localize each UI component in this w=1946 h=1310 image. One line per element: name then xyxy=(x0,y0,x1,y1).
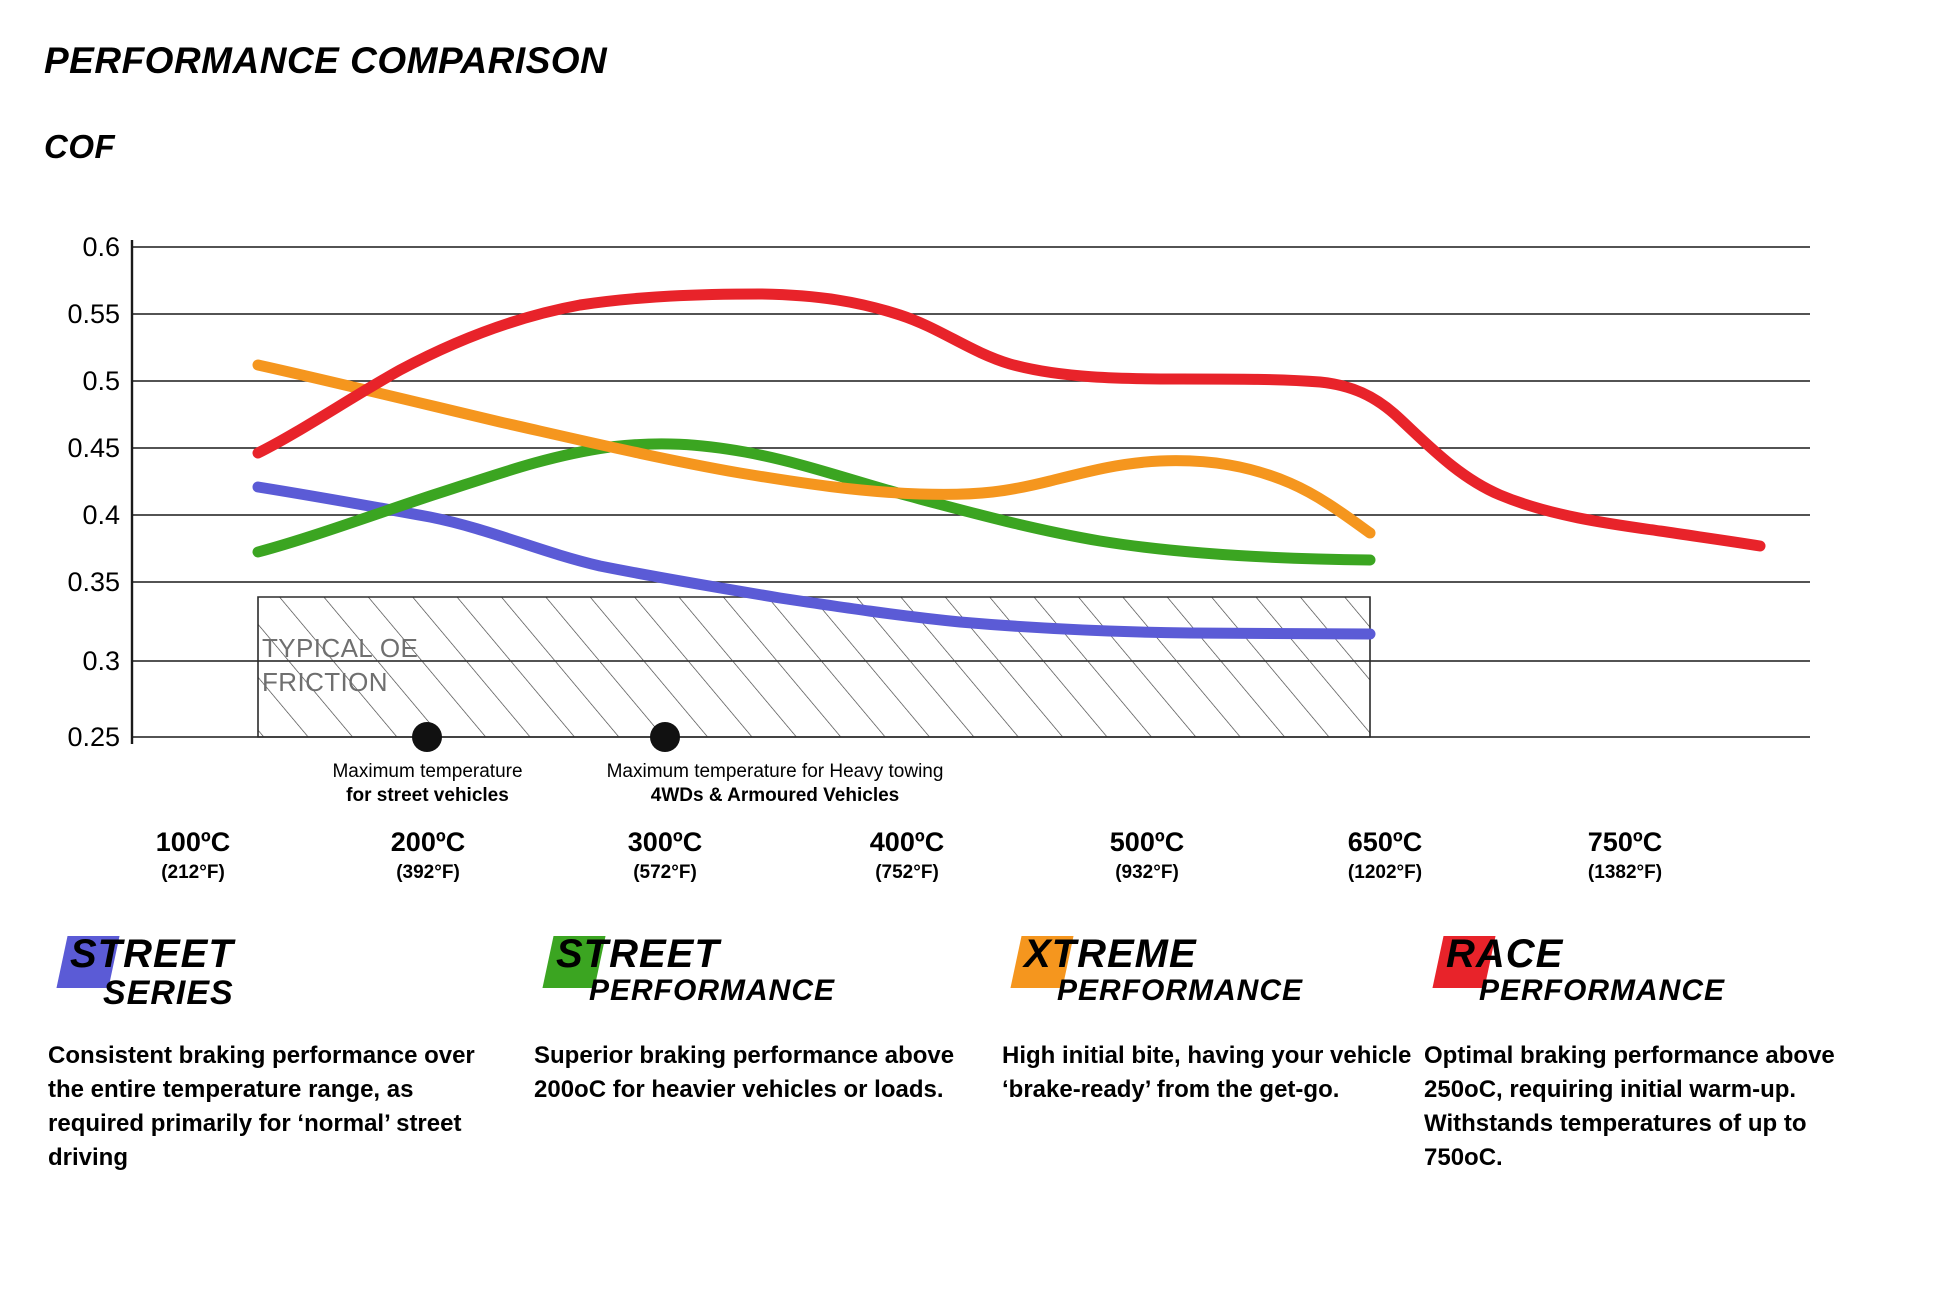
logo-word2: PERFORMANCE xyxy=(1479,974,1726,1007)
y-tick-6: 0.3 xyxy=(82,646,120,676)
legend-item-street-series xyxy=(48,930,478,1175)
y-tick-1: 0.55 xyxy=(67,299,120,329)
logo-word2: SERIES xyxy=(103,974,234,1012)
logo-word2: PERFORMANCE xyxy=(589,974,836,1007)
x-tick-100c-fahrenheit: (212°F) xyxy=(161,862,225,884)
x-tick-500c xyxy=(1052,824,1242,886)
y-tick-5: 0.35 xyxy=(67,567,120,597)
y-tick-7: 0.25 xyxy=(67,722,120,752)
x-tick-300c-fahrenheit: (572°F) xyxy=(633,862,697,884)
x-tick-400c xyxy=(812,824,1002,886)
x-tick-200c xyxy=(333,824,523,886)
x-tick-750c xyxy=(1530,824,1720,886)
x-tick-300c xyxy=(570,824,760,886)
marker-dot-200c xyxy=(412,722,442,752)
logo-word2: PERFORMANCE xyxy=(1057,974,1304,1007)
x-tick-750c-celsius: 750ºC xyxy=(1587,827,1663,857)
marker-caption-towing xyxy=(565,760,985,808)
x-tick-500c-celsius: 500ºC xyxy=(1109,827,1185,857)
typical-oe-label-line2: FRICTION xyxy=(262,666,388,697)
y-tick-0: 0.6 xyxy=(82,232,120,262)
x-tick-400c-celsius: 400ºC xyxy=(869,827,945,857)
legend-item-street-performance xyxy=(534,930,964,1107)
legend-description: High initial bite, having your vehicle ‘brake-ready’ from the get-go. xyxy=(1002,1042,1412,1104)
logo-word1: RACE xyxy=(1446,932,1564,976)
y-tick-3: 0.45 xyxy=(67,433,120,463)
x-tick-650c xyxy=(1290,824,1480,886)
x-tick-300c-celsius: 300ºC xyxy=(627,827,703,857)
logo-word1: STREET xyxy=(70,932,234,976)
y-tick-2: 0.5 xyxy=(82,366,120,396)
legend-item-xtreme-performance xyxy=(1002,930,1432,1107)
x-tick-100c-celsius: 100ºC xyxy=(155,827,231,857)
marker-caption-towing-line2: 4WDs & Armoured Vehicles xyxy=(650,784,900,806)
marker-caption-street-line2: for street vehicles xyxy=(346,784,509,806)
legend-description: Optimal braking performance above 250oC, requiring initial warm-up. Withstands temperatures of up to 750oC. xyxy=(1424,1042,1835,1172)
marker-dot-300c xyxy=(650,722,680,752)
typical-oe-label-line1: TYPICAL OE xyxy=(262,633,419,663)
marker-caption-street-line1: Maximum temperature xyxy=(332,761,523,782)
logo-race-performance xyxy=(1424,930,1874,1025)
axis-label-y: COF xyxy=(44,128,116,165)
x-tick-200c-fahrenheit: (392°F) xyxy=(396,862,460,884)
x-tick-500c-fahrenheit: (932°F) xyxy=(1115,862,1179,884)
legend-description: Superior braking performance above 200oC for heavier vehicles or loads. xyxy=(534,1042,955,1104)
page-title: PERFORMANCE COMPARISON xyxy=(44,40,608,81)
logo-word1: XTREME xyxy=(1024,932,1197,976)
y-tick-4: 0.4 xyxy=(82,500,120,530)
x-tick-650c-fahrenheit: (1202°F) xyxy=(1347,862,1423,884)
logo-xtreme-performance xyxy=(1002,930,1432,1025)
typical-oe-label xyxy=(262,632,418,700)
x-tick-750c-fahrenheit: (1382°F) xyxy=(1587,862,1663,884)
series-xtreme-performance xyxy=(258,365,1370,533)
x-tick-650c-celsius: 650ºC xyxy=(1347,827,1423,857)
legend-description: Consistent braking performance over the entire temperature range, as required primarily for ‘normal’ street driving xyxy=(48,1042,475,1172)
x-tick-100c xyxy=(98,824,288,886)
logo-street-performance xyxy=(534,930,964,1025)
x-tick-200c-celsius: 200ºC xyxy=(390,827,466,857)
x-tick-400c-fahrenheit: (752°F) xyxy=(875,862,939,884)
marker-caption-towing-line1: Maximum temperature for Heavy towing xyxy=(606,761,944,782)
typical-oe-band xyxy=(258,597,1370,737)
marker-caption-street xyxy=(300,760,555,808)
logo-street-series xyxy=(48,930,478,1025)
legend-item-race-performance xyxy=(1424,930,1874,1175)
logo-word1: STREET xyxy=(556,932,720,976)
